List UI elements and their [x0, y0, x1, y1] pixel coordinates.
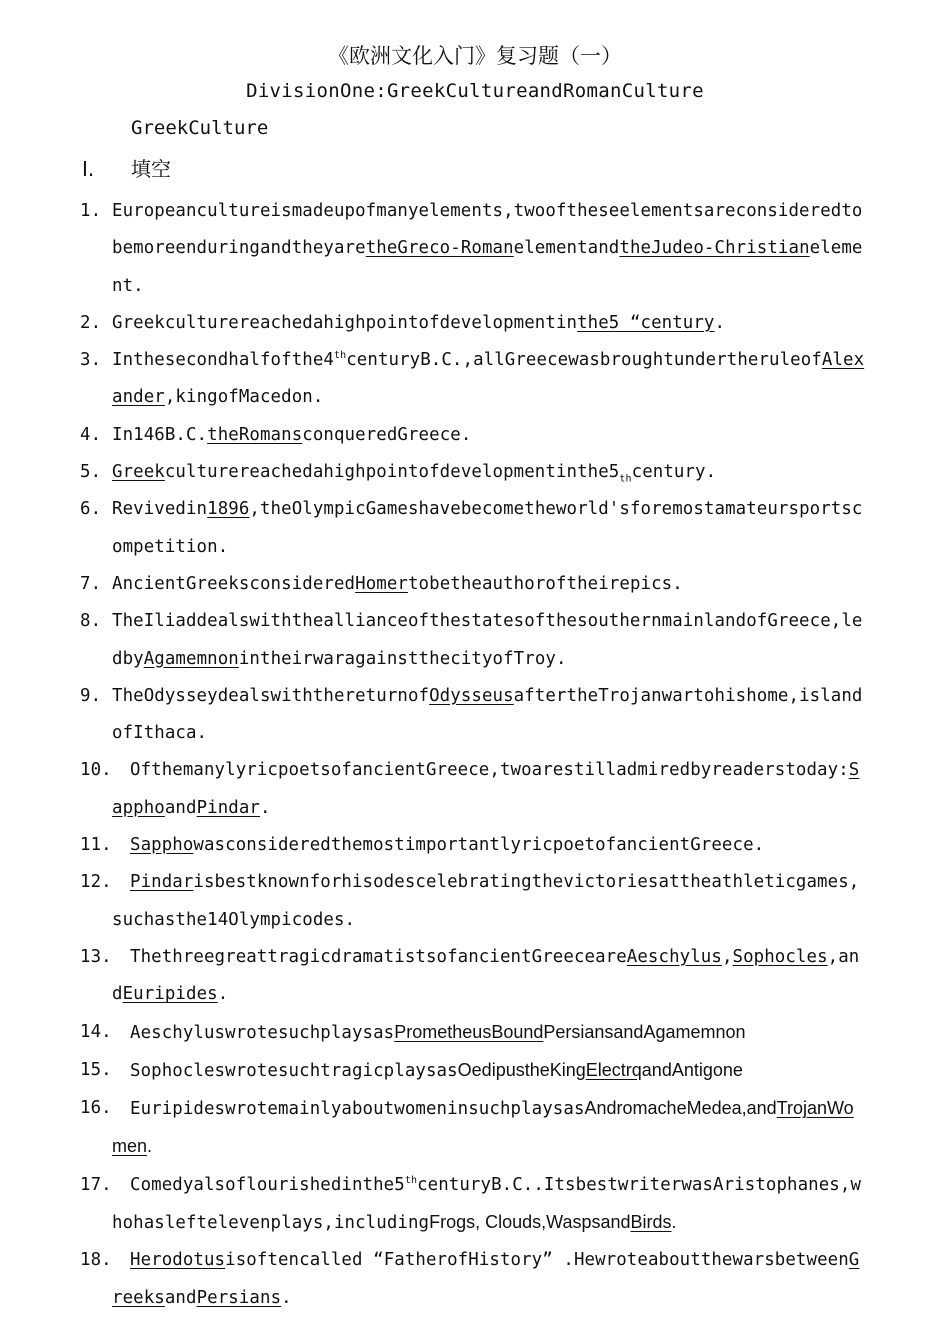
question-number: 9.: [80, 685, 102, 706]
question-item: [0, 417, 868, 454]
answer-blank: theGreco-Roman: [365, 238, 514, 259]
question-text-segment: ,: [721, 946, 733, 967]
question-number: 4.: [80, 424, 102, 445]
question-text: [112, 499, 862, 556]
question-text-segment: OfthemanylyricpoetsofancientGreece,twoarestilladmiredbyreaderstoday:: [130, 760, 849, 781]
answer-blank: Sophocles: [732, 946, 828, 967]
question-number: 12.: [80, 872, 112, 893]
question-text-segment: ThethreegreattragicdramatistsofancientGreeceare: [130, 946, 627, 967]
question-text: [112, 872, 859, 929]
question-item: [0, 752, 868, 827]
question-item: [0, 603, 868, 678]
answer-blank: Euripides: [122, 984, 218, 1005]
question-text-segment: andAntigone: [641, 1059, 743, 1080]
question-text: [112, 1175, 861, 1233]
question-text-segment: Frogs, Clouds,Waspsand: [429, 1212, 631, 1233]
question-text-segment: In146B.C.: [112, 424, 208, 445]
answer-blank: Homer: [355, 573, 408, 594]
question-number: 1.: [80, 201, 102, 221]
question-text-segment: ,theOlympicGameshavebecometheworld'sforemostamateursportscompetition.: [112, 499, 863, 557]
question-text-segment: .: [714, 312, 726, 333]
question-text-segment: .: [217, 984, 229, 1005]
answer-blank: Agamemnon: [143, 648, 239, 669]
question-text-segment: isbestknownforhisodescelebratingthevictoriesattheathleticgames,suchasthe14Olympicodes.: [112, 872, 860, 930]
question-number: 17.: [80, 1174, 112, 1195]
question-text-segment: isoftencalled “FatherofHistory” .Hewroteaboutthewarsbetween: [225, 1250, 849, 1271]
answer-blank: 1896: [207, 499, 250, 520]
answer-blank: Greek: [112, 462, 165, 483]
question-item: [0, 939, 868, 1014]
question-text-segment: centuryB.C.,allGreecewasbroughtundertheruleof: [346, 350, 822, 371]
question-text-segment: .: [260, 797, 271, 818]
question-text-segment: th: [404, 1174, 418, 1186]
question-text-segment: century.: [631, 462, 717, 483]
question-number: 6.: [80, 499, 102, 520]
question-number: 7.: [80, 573, 102, 594]
question-number: 10.: [80, 760, 112, 781]
question-text-segment: PersiansandAgamemnon: [543, 1021, 746, 1042]
question-number: 13.: [80, 946, 112, 967]
question-item: [0, 1014, 868, 1052]
question-text: [112, 1061, 743, 1081]
section-heading: GreekCulture: [131, 117, 269, 139]
question-text-segment: conqueredGreece.: [302, 424, 472, 445]
question-item: [0, 864, 868, 939]
question-text-segment: wasconsideredthemostimportantlyricpoetofancientGreece.: [193, 835, 765, 856]
answer-blank: Aeschylus: [626, 946, 722, 967]
question-item: [0, 193, 868, 305]
question-text: [112, 462, 717, 485]
question-item: [0, 342, 868, 417]
answer-blank: Alexander: [112, 350, 865, 408]
question-item: [0, 1052, 868, 1090]
question-text: [112, 1023, 746, 1043]
answer-blank: Sappho: [112, 760, 860, 818]
question-text: [112, 425, 471, 445]
question-text-segment: Sophocleswrotesuchtragicplaysas: [130, 1060, 458, 1081]
question-text-segment: AndromacheMedea,and: [584, 1098, 777, 1119]
part-label: 填空: [131, 157, 171, 181]
question-text-segment: centuryB.C..ItsbestwriterwasAristophanes,whohasleftelevenplays,including: [112, 1174, 862, 1234]
question-text-segment: ,kingofMacedon.: [164, 387, 324, 408]
question-text: [112, 313, 725, 333]
question-list: [0, 193, 950, 1317]
question-text: [112, 835, 764, 855]
answer-blank: PrometheusBound: [394, 1021, 544, 1042]
question-item: [0, 1242, 868, 1317]
answer-blank: Sappho: [130, 835, 194, 856]
question-text-segment: .: [281, 1287, 292, 1308]
question-text-segment: elementand: [513, 238, 620, 259]
question-number: 14.: [80, 1021, 112, 1042]
question-number: 15.: [80, 1059, 112, 1080]
question-number: 18.: [80, 1250, 112, 1271]
question-number: 3.: [80, 350, 102, 371]
question-text: [112, 574, 683, 594]
question-number: 8.: [80, 611, 102, 632]
question-text-segment: ,and: [112, 946, 860, 1005]
answer-blank: TrojanWomen: [112, 1098, 854, 1157]
question-item: [0, 827, 868, 864]
question-text-segment: and: [164, 797, 197, 818]
question-item: [0, 1167, 868, 1243]
division-subtitle: DivisionOne:GreekCultureandRomanCulture: [246, 80, 704, 102]
question-text-segment: Inthesecondhalfofthe4: [112, 350, 334, 371]
question-text-segment: Revivedin: [112, 499, 208, 520]
question-text: [112, 201, 863, 296]
question-number: 2.: [80, 312, 102, 333]
answer-blank: Herodotus: [130, 1250, 226, 1271]
answer-blank: Birds: [630, 1212, 672, 1233]
question-text: [112, 611, 862, 668]
question-text-segment: Comedyalsoflourishedinthe5: [130, 1174, 405, 1195]
question-text-segment: element.: [112, 238, 863, 296]
part-heading: [82, 153, 171, 182]
question-item: [0, 305, 868, 342]
question-item: [0, 678, 868, 753]
question-text-segment: .: [147, 1136, 153, 1157]
question-text-segment: Greekculturereachedahighpointofdevelopmentin: [112, 312, 578, 333]
question-text: [112, 1250, 859, 1307]
question-text: [112, 350, 864, 407]
answer-blank: Electrq: [585, 1059, 642, 1080]
answer-blank: theRomans: [207, 424, 303, 445]
question-item: [0, 454, 868, 491]
question-number: 11.: [80, 835, 112, 856]
question-text-segment: culturereachedahighpointofdevelopmentinthe5: [164, 462, 620, 483]
question-text-segment: .: [671, 1212, 677, 1233]
question-text-segment: Euripideswrotemainlyaboutwomeninsuchplaysas: [130, 1099, 585, 1120]
question-text-segment: th: [619, 473, 632, 485]
question-number: 16.: [80, 1098, 112, 1119]
question-text-segment: OedipustheKing: [457, 1059, 586, 1080]
question-text: [112, 686, 862, 743]
answer-blank: the5 “century: [577, 312, 715, 333]
question-item: [0, 1090, 868, 1167]
question-item: [0, 566, 868, 603]
answer-blank: Persians: [196, 1287, 282, 1308]
answer-blank: Odysseus: [429, 685, 514, 706]
answer-blank: Pindar: [130, 872, 194, 893]
question-text: [112, 1099, 854, 1157]
question-text-segment: TheOdysseydealswiththereturnof: [112, 685, 430, 706]
page-title: 《欧洲文化入门》复习题（一）: [328, 44, 622, 68]
question-text-segment: th: [333, 350, 347, 362]
question-text-segment: Aeschyluswrotesuchplaysas: [130, 1022, 395, 1043]
question-text: [112, 947, 859, 1004]
question-text-segment: AncientGreeksconsidered: [112, 573, 356, 594]
question-text-segment: and: [164, 1287, 197, 1308]
answer-blank: theJudeo-Christian: [619, 238, 810, 259]
question-text-segment: tobetheauthoroftheirepics.: [407, 573, 683, 594]
question-text-segment: aftertheTrojanwartohishome,islandofIthaca.: [112, 685, 863, 744]
question-number: 5.: [80, 462, 102, 483]
question-item: [0, 491, 868, 566]
question-text: [112, 760, 859, 817]
question-text-segment: Europeancultureismadeupofmanyelements,twooftheseelementsareconsideredtobemoreenduringandtheyare: [112, 201, 863, 259]
question-text-segment: TheIliaddealswiththeallianceofthestatesofthesouthernmainlandofGreece,ledby: [112, 611, 863, 669]
question-text-segment: intheirwaragainstthecityofTroy.: [238, 648, 567, 669]
answer-blank: Pindar: [196, 797, 260, 818]
answer-blank: Greeks: [112, 1250, 860, 1308]
part-number: I.: [82, 157, 95, 181]
